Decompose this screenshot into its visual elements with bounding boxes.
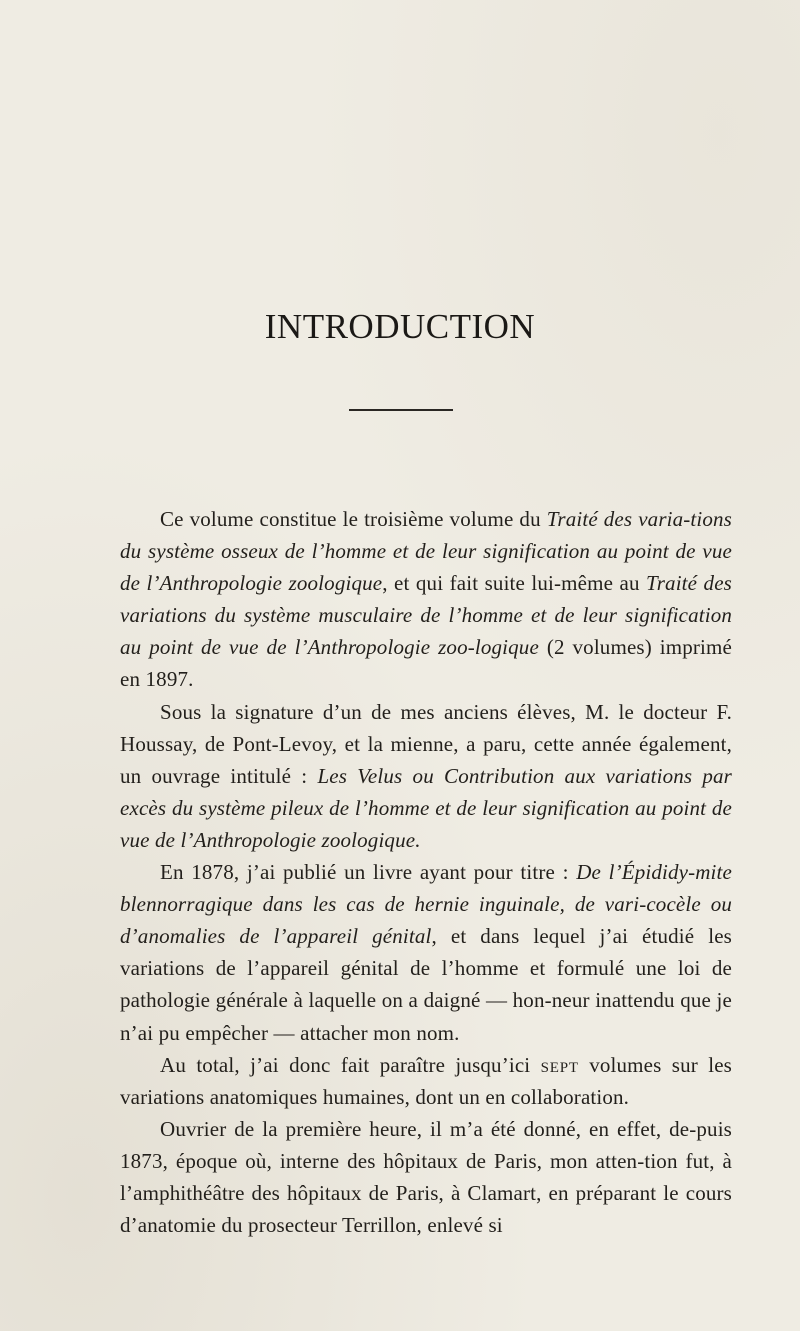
paragraph <box>120 503 732 696</box>
paragraph <box>120 1113 732 1241</box>
italic-title-segment: Traité des varia-tions du système osseux de l’homme et de leur signification au point de vue de l’Anthropologie zoologique <box>120 507 733 596</box>
italic-title-segment: Traité des variations du système musculaire de l’homme et de leur signification au point de vue de l’Anthropologie zoo-logique <box>120 571 732 660</box>
paragraph <box>120 856 732 1049</box>
title-rule-divider <box>349 409 453 411</box>
text-segment: volumes sur les variations anatomiques humaines, dont un en collaboration. <box>120 1052 732 1109</box>
text-segment: Au total, j’ai donc fait paraître jusqu’ici <box>160 1052 541 1077</box>
paragraph <box>120 696 732 856</box>
text-segment: (2 volumes) imprimé en 1897. <box>120 635 732 692</box>
text-segment: , et qui fait suite lui-même au <box>382 571 647 596</box>
italic-title-segment: Les Velus ou Contribution aux variations par excès du système pileux de l’homme et de leur signification au point de vue de l’Anthropologie zoologique. <box>120 763 733 852</box>
paragraph <box>120 1049 732 1113</box>
small-caps-segment: sept <box>540 1052 579 1077</box>
text-segment: Ce volume constitue le troisième volume du <box>160 507 547 531</box>
text-segment: , et dans lequel j’ai étudié les variations de l’appareil génital de l’homme et formulé une loi de pathologie générale à laquelle on a daigné — hon-neur inattendu que je n’ai pu empêcher — attacher mon nom. <box>120 924 732 1045</box>
page-title: INTRODUCTION <box>264 307 536 346</box>
text-segment: Ouvrier de la première heure, il m’a été donné, en effet, de-puis 1873, époque où, interne des hôpitaux de Paris, mon atten-tion fut, à l’amphithéâtre des hôpitaux de Paris, à Clamart, en préparant le cours d’anatomie du prosecteur Terrillon, enlevé si <box>120 1116 732 1238</box>
italic-title-segment: De l’Épididy-mite blennorragique dans les cas de hernie inguinale, de vari-cocèle ou d’anomalies de l’appareil génital <box>120 860 732 949</box>
body-text <box>120 503 732 1241</box>
text-segment: Sous la signature d’un de mes anciens élèves, M. le docteur F. Houssay, de Pont-Levoy, et la mienne, a paru, cette année également, un ouvrage intitulé : <box>120 699 732 788</box>
text-segment: En 1878, j’ai publié un livre ayant pour titre : <box>160 860 577 885</box>
